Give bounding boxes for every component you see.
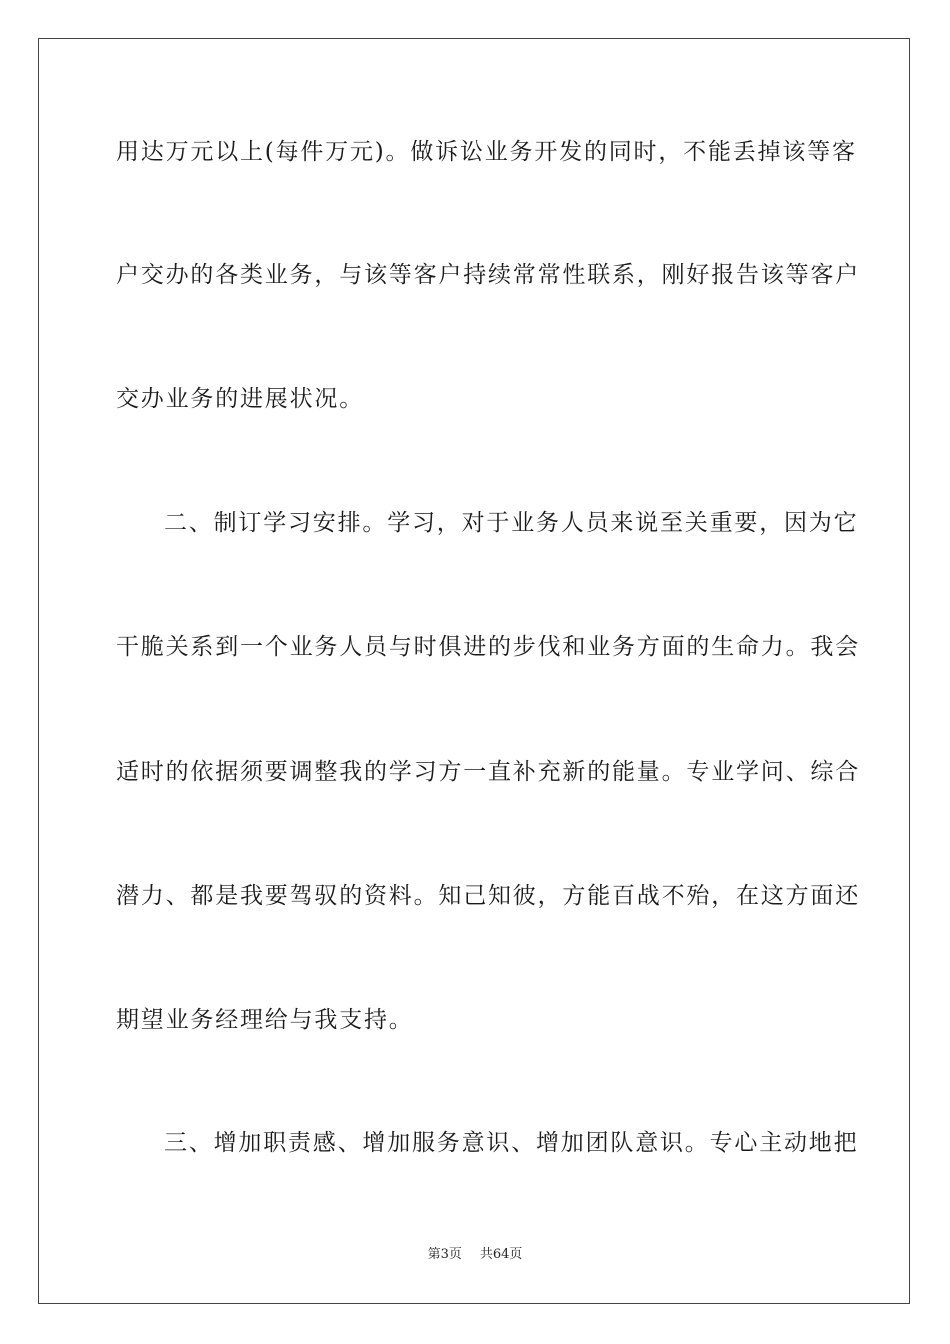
body-text-line: 户交办的各类业务，与该等客户持续常常性联系，刚好报告该等客户	[116, 262, 860, 288]
page-number: 第3页	[427, 1247, 462, 1262]
body-text-line: 期望业务经理给与我支持。	[116, 1007, 414, 1033]
body-text-line: 交办业务的进展状况。	[116, 386, 364, 412]
page-footer	[0, 1246, 950, 1264]
body-text-line: 适时的依据须要调整我的学习方一直补充新的能量。专业学问、综合	[116, 759, 860, 785]
paragraph-start-line: 三、增加职责感、增加服务意识、增加团队意识。专心主动地把	[164, 1130, 859, 1156]
page-frame	[38, 38, 910, 1304]
paragraph-start-line: 二、制订学习安排。学习，对于业务人员来说至关重要，因为它	[164, 510, 859, 536]
page-total: 共64页	[479, 1247, 523, 1262]
body-text-line: 潜力、都是我要驾驭的资料。知己知彼，方能百战不殆，在这方面还	[116, 883, 860, 909]
body-text-line: 用达万元以上(每件万元)。做诉讼业务开发的同时，不能丢掉该等客	[116, 139, 857, 165]
body-text-line: 干脆关系到一个业务人员与时俱进的步伐和业务方面的生命力。我会	[116, 634, 860, 660]
